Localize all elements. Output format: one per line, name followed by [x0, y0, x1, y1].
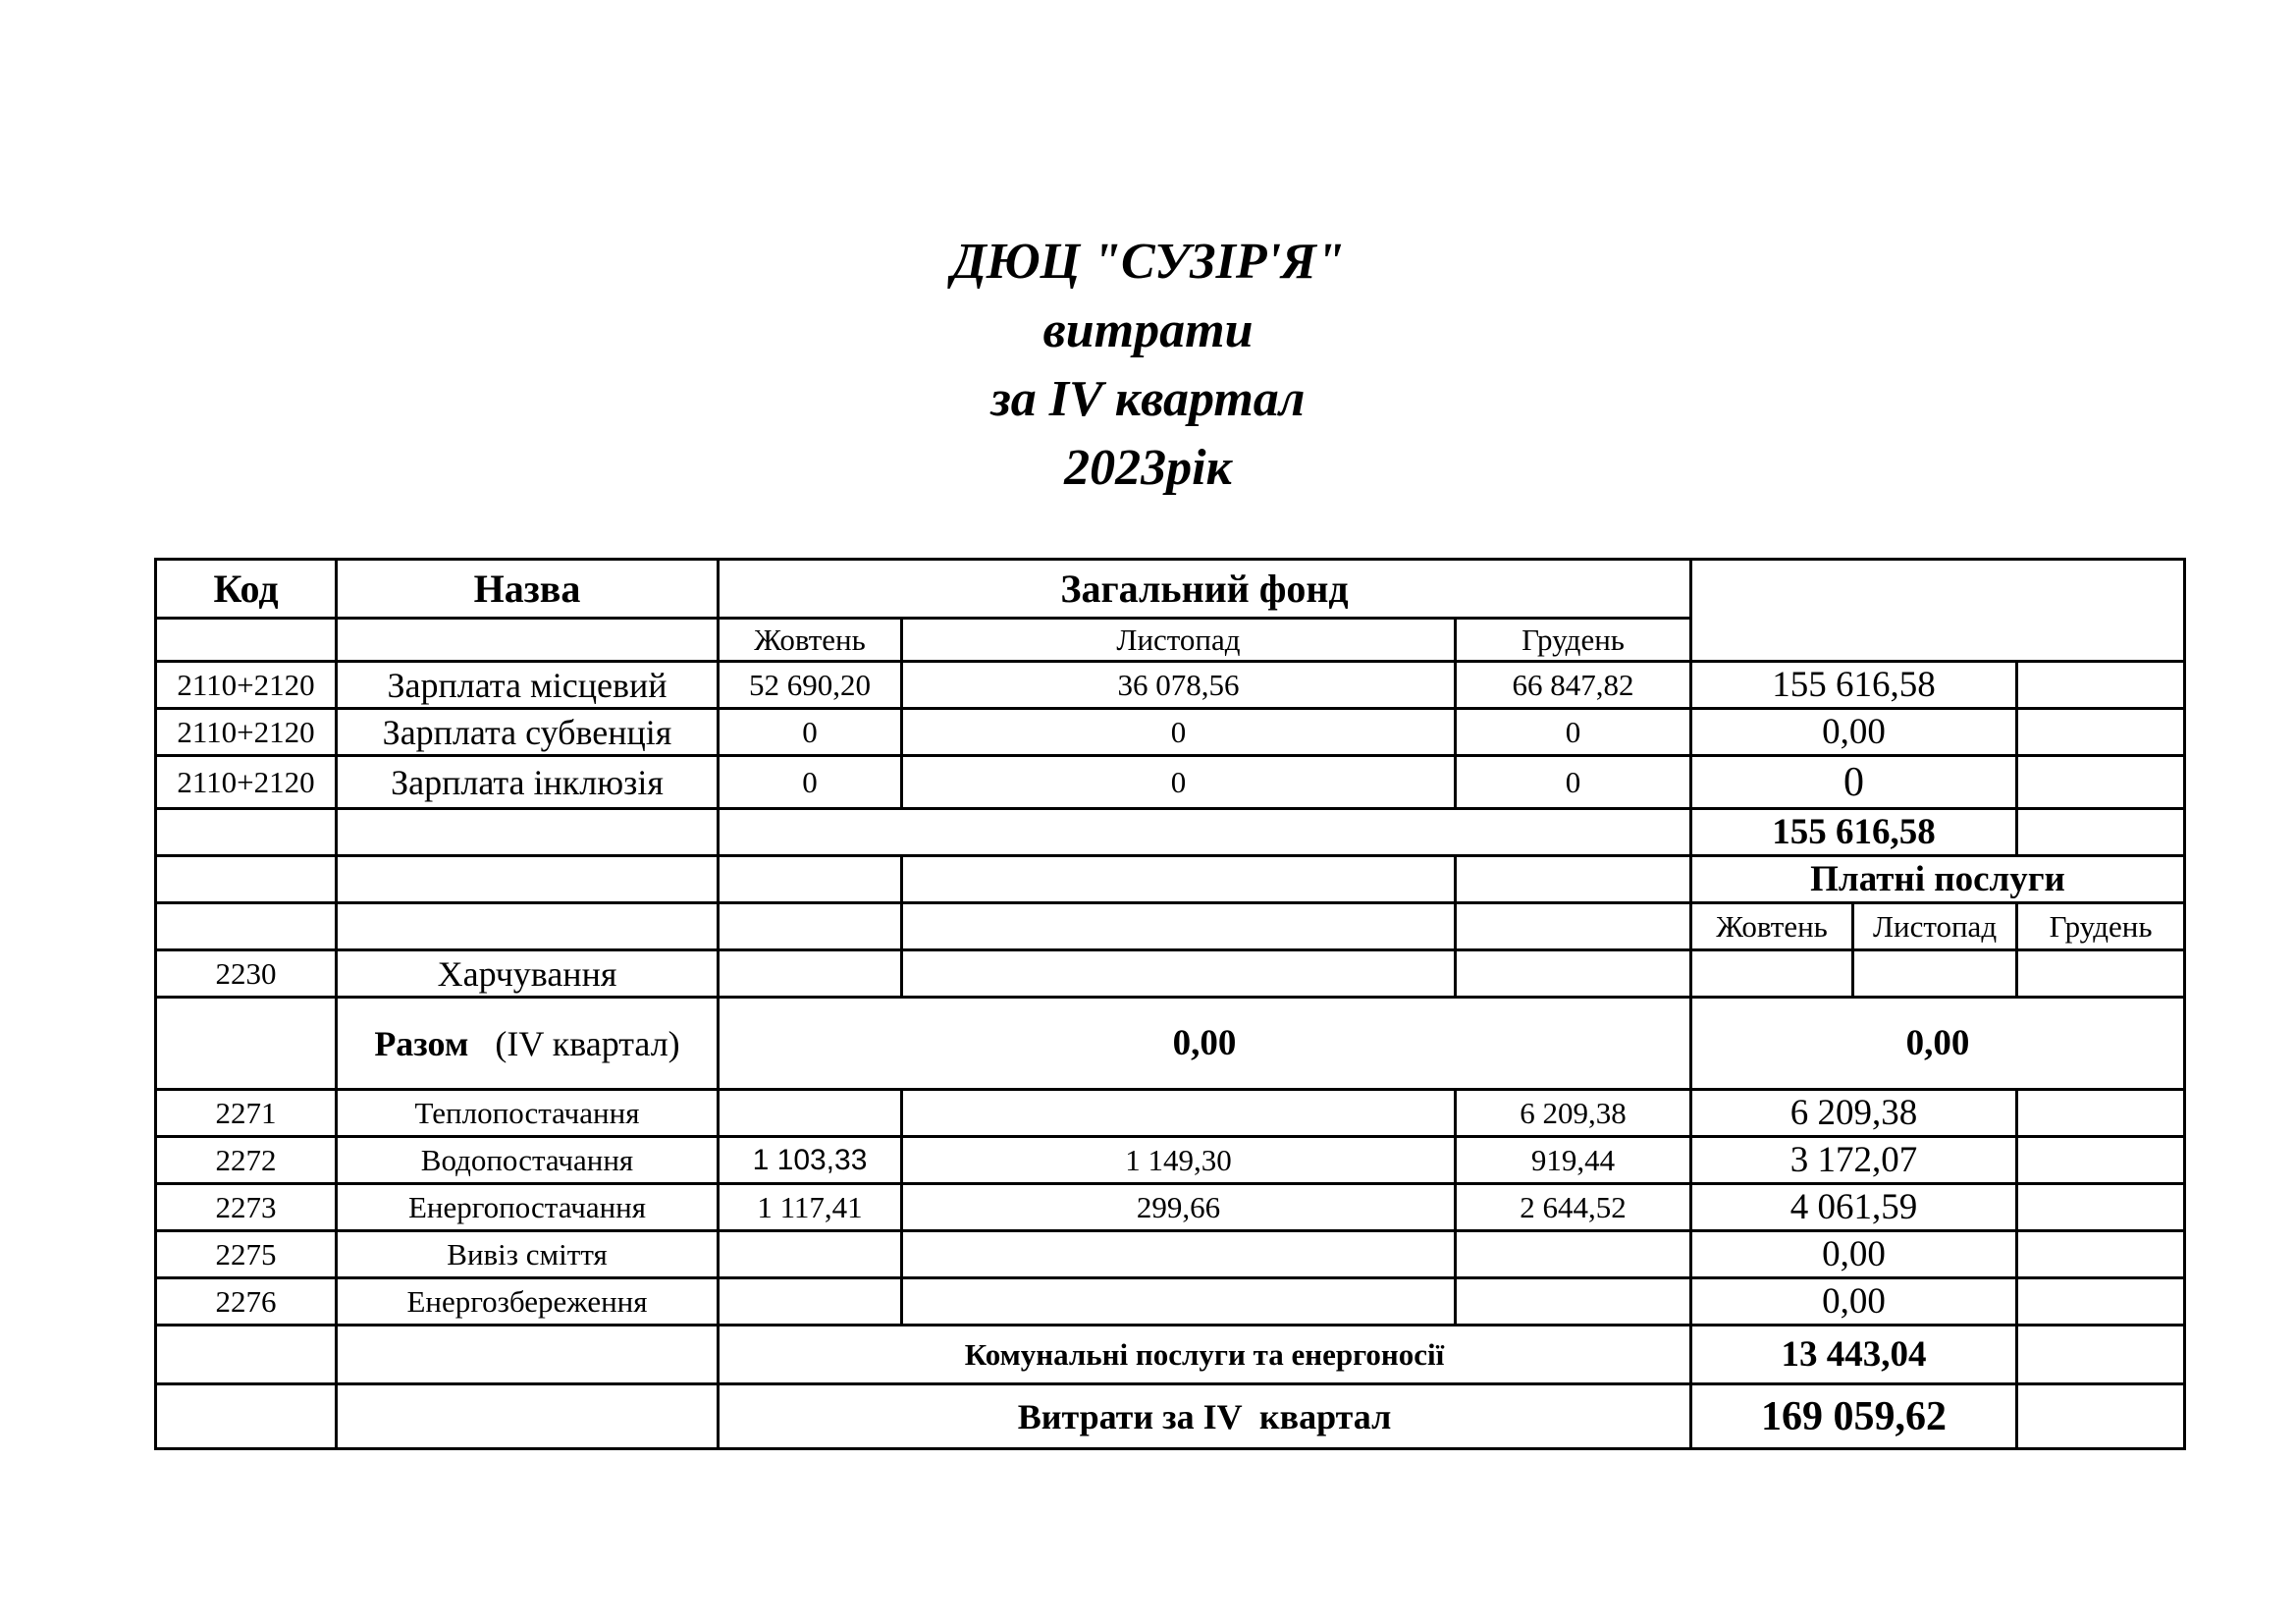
row-name: Зарплата місцевий [337, 662, 719, 709]
row-name: Водопостачання [337, 1137, 719, 1184]
row-dec: 6 209,38 [1456, 1090, 1691, 1137]
row-code: 2110+2120 [156, 756, 337, 809]
table-row [156, 950, 2185, 998]
title-period: за IV квартал [990, 371, 1306, 427]
quarter-total-row [156, 1384, 2185, 1449]
empty-cell [156, 1384, 337, 1449]
row-name: Зарплата інклюзія [337, 756, 719, 809]
expenses-table [154, 558, 2186, 1450]
subtotal-label-rest: (IV квартал) [495, 1023, 680, 1063]
empty-cell [2017, 950, 2185, 998]
month-dec: Грудень [1456, 619, 1691, 662]
row-dec: 2 644,52 [1456, 1184, 1691, 1231]
empty-cell [719, 856, 902, 903]
empty-cell [156, 809, 337, 856]
row-total: 0,00 [1691, 1278, 2017, 1326]
empty-cell [719, 809, 1691, 856]
empty-cell [2017, 1278, 2185, 1326]
empty-cell [2017, 662, 2185, 709]
row-dec: 0 [1456, 709, 1691, 756]
row-oct: 0 [719, 756, 902, 809]
title-organization: ДЮЦ "СУЗІР'Я" [951, 234, 1345, 290]
empty-cell [719, 903, 902, 950]
title-year: 2023рік [1064, 440, 1232, 496]
row-code: 2273 [156, 1184, 337, 1231]
table-row [156, 662, 2185, 709]
empty-cell [337, 903, 719, 950]
header-row [156, 560, 2185, 619]
empty-cell [2017, 1184, 2185, 1231]
empty-cell [2017, 1137, 2185, 1184]
document-title [0, 228, 2296, 503]
utilities-total-label: Комунальні послуги та енергоносії [719, 1326, 1691, 1384]
empty-cell [156, 1326, 337, 1384]
empty-cell [1456, 950, 1691, 998]
empty-cell [902, 950, 1456, 998]
header-general-fund: Загальний фонд [719, 560, 1691, 619]
salary-total-row [156, 809, 2185, 856]
row-name: Вивіз сміття [337, 1231, 719, 1278]
row-nov: 1 149,30 [902, 1137, 1456, 1184]
empty-cell [1456, 856, 1691, 903]
month-oct: Жовтень [719, 619, 902, 662]
empty-cell [156, 998, 337, 1090]
row-total: 155 616,58 [1691, 662, 2017, 709]
row-dec [1456, 1231, 1691, 1278]
subtotal-general-value: 0,00 [719, 998, 1691, 1090]
row-oct [719, 1231, 902, 1278]
row-nov: 0 [902, 709, 1456, 756]
row-code: 2271 [156, 1090, 337, 1137]
subtotal-label [337, 998, 719, 1090]
row-code: 2110+2120 [156, 662, 337, 709]
row-code: 2230 [156, 950, 337, 998]
empty-cell [156, 856, 337, 903]
row-name: Теплопостачання [337, 1090, 719, 1137]
table-row [156, 1090, 2185, 1137]
row-code: 2276 [156, 1278, 337, 1326]
row-total: 0,00 [1691, 1231, 2017, 1278]
row-dec: 66 847,82 [1456, 662, 1691, 709]
row-total: 3 172,07 [1691, 1137, 2017, 1184]
row-nov [902, 1090, 1456, 1137]
paid-month-dec: Грудень [2017, 903, 2185, 950]
empty-cell [1691, 950, 1853, 998]
empty-cell [902, 856, 1456, 903]
utilities-total-value: 13 443,04 [1691, 1326, 2017, 1384]
table-row [156, 709, 2185, 756]
table-row [156, 1278, 2185, 1326]
salary-total-value: 155 616,58 [1691, 809, 2017, 856]
empty-cell [337, 1326, 719, 1384]
empty-cell [156, 903, 337, 950]
row-name: Енергопостачання [337, 1184, 719, 1231]
table-row [156, 1231, 2185, 1278]
row-name: Харчування [337, 950, 719, 998]
row-oct [719, 1278, 902, 1326]
empty-cell [156, 619, 337, 662]
paid-month-nov: Листопад [1853, 903, 2017, 950]
row-total: 4 061,59 [1691, 1184, 2017, 1231]
header-name: Назва [337, 560, 719, 619]
row-nov [902, 1278, 1456, 1326]
row-dec [1456, 1278, 1691, 1326]
empty-cell [2017, 709, 2185, 756]
title-expenses: витрати [1042, 302, 1254, 358]
row-oct: 1 103,33 [719, 1137, 902, 1184]
row-name: Зарплата субвенція [337, 709, 719, 756]
subtotal-label-bold: Разом [374, 1023, 469, 1063]
header-code: Код [156, 560, 337, 619]
empty-cell [1853, 950, 2017, 998]
subtotal-paid-value: 0,00 [1691, 998, 2185, 1090]
row-dec: 0 [1456, 756, 1691, 809]
header-total-cell [1691, 560, 2185, 662]
empty-cell [337, 809, 719, 856]
paid-month-oct: Жовтень [1691, 903, 1853, 950]
table-row [156, 756, 2185, 809]
empty-cell [1456, 903, 1691, 950]
row-total: 0 [1691, 756, 2017, 809]
row-total: 0,00 [1691, 709, 2017, 756]
row-total: 6 209,38 [1691, 1090, 2017, 1137]
month-nov: Листопад [902, 619, 1456, 662]
row-code: 2275 [156, 1231, 337, 1278]
empty-cell [2017, 1231, 2185, 1278]
row-nov: 0 [902, 756, 1456, 809]
empty-cell [337, 1384, 719, 1449]
empty-cell [337, 856, 719, 903]
subtotal-row [156, 998, 2185, 1090]
row-nov: 299,66 [902, 1184, 1456, 1231]
row-oct [719, 1090, 902, 1137]
row-code: 2110+2120 [156, 709, 337, 756]
empty-cell [2017, 1090, 2185, 1137]
empty-cell [2017, 756, 2185, 809]
row-nov [902, 1231, 1456, 1278]
paid-services-header-row [156, 856, 2185, 903]
table-row [156, 1137, 2185, 1184]
row-nov: 36 078,56 [902, 662, 1456, 709]
quarter-total-label: Витрати за IV квартал [719, 1384, 1691, 1449]
quarter-total-value: 169 059,62 [1691, 1384, 2017, 1449]
table-row [156, 1184, 2185, 1231]
row-name: Енергозбереження [337, 1278, 719, 1326]
row-oct: 52 690,20 [719, 662, 902, 709]
empty-cell [902, 903, 1456, 950]
empty-cell [2017, 1384, 2185, 1449]
empty-cell [719, 950, 902, 998]
paid-services-months-row [156, 903, 2185, 950]
empty-cell [337, 619, 719, 662]
row-dec: 919,44 [1456, 1137, 1691, 1184]
row-code: 2272 [156, 1137, 337, 1184]
utilities-total-row [156, 1326, 2185, 1384]
empty-cell [2017, 1326, 2185, 1384]
empty-cell [2017, 809, 2185, 856]
row-oct: 1 117,41 [719, 1184, 902, 1231]
row-oct: 0 [719, 709, 902, 756]
paid-services-label: Платні послуги [1691, 856, 2185, 903]
